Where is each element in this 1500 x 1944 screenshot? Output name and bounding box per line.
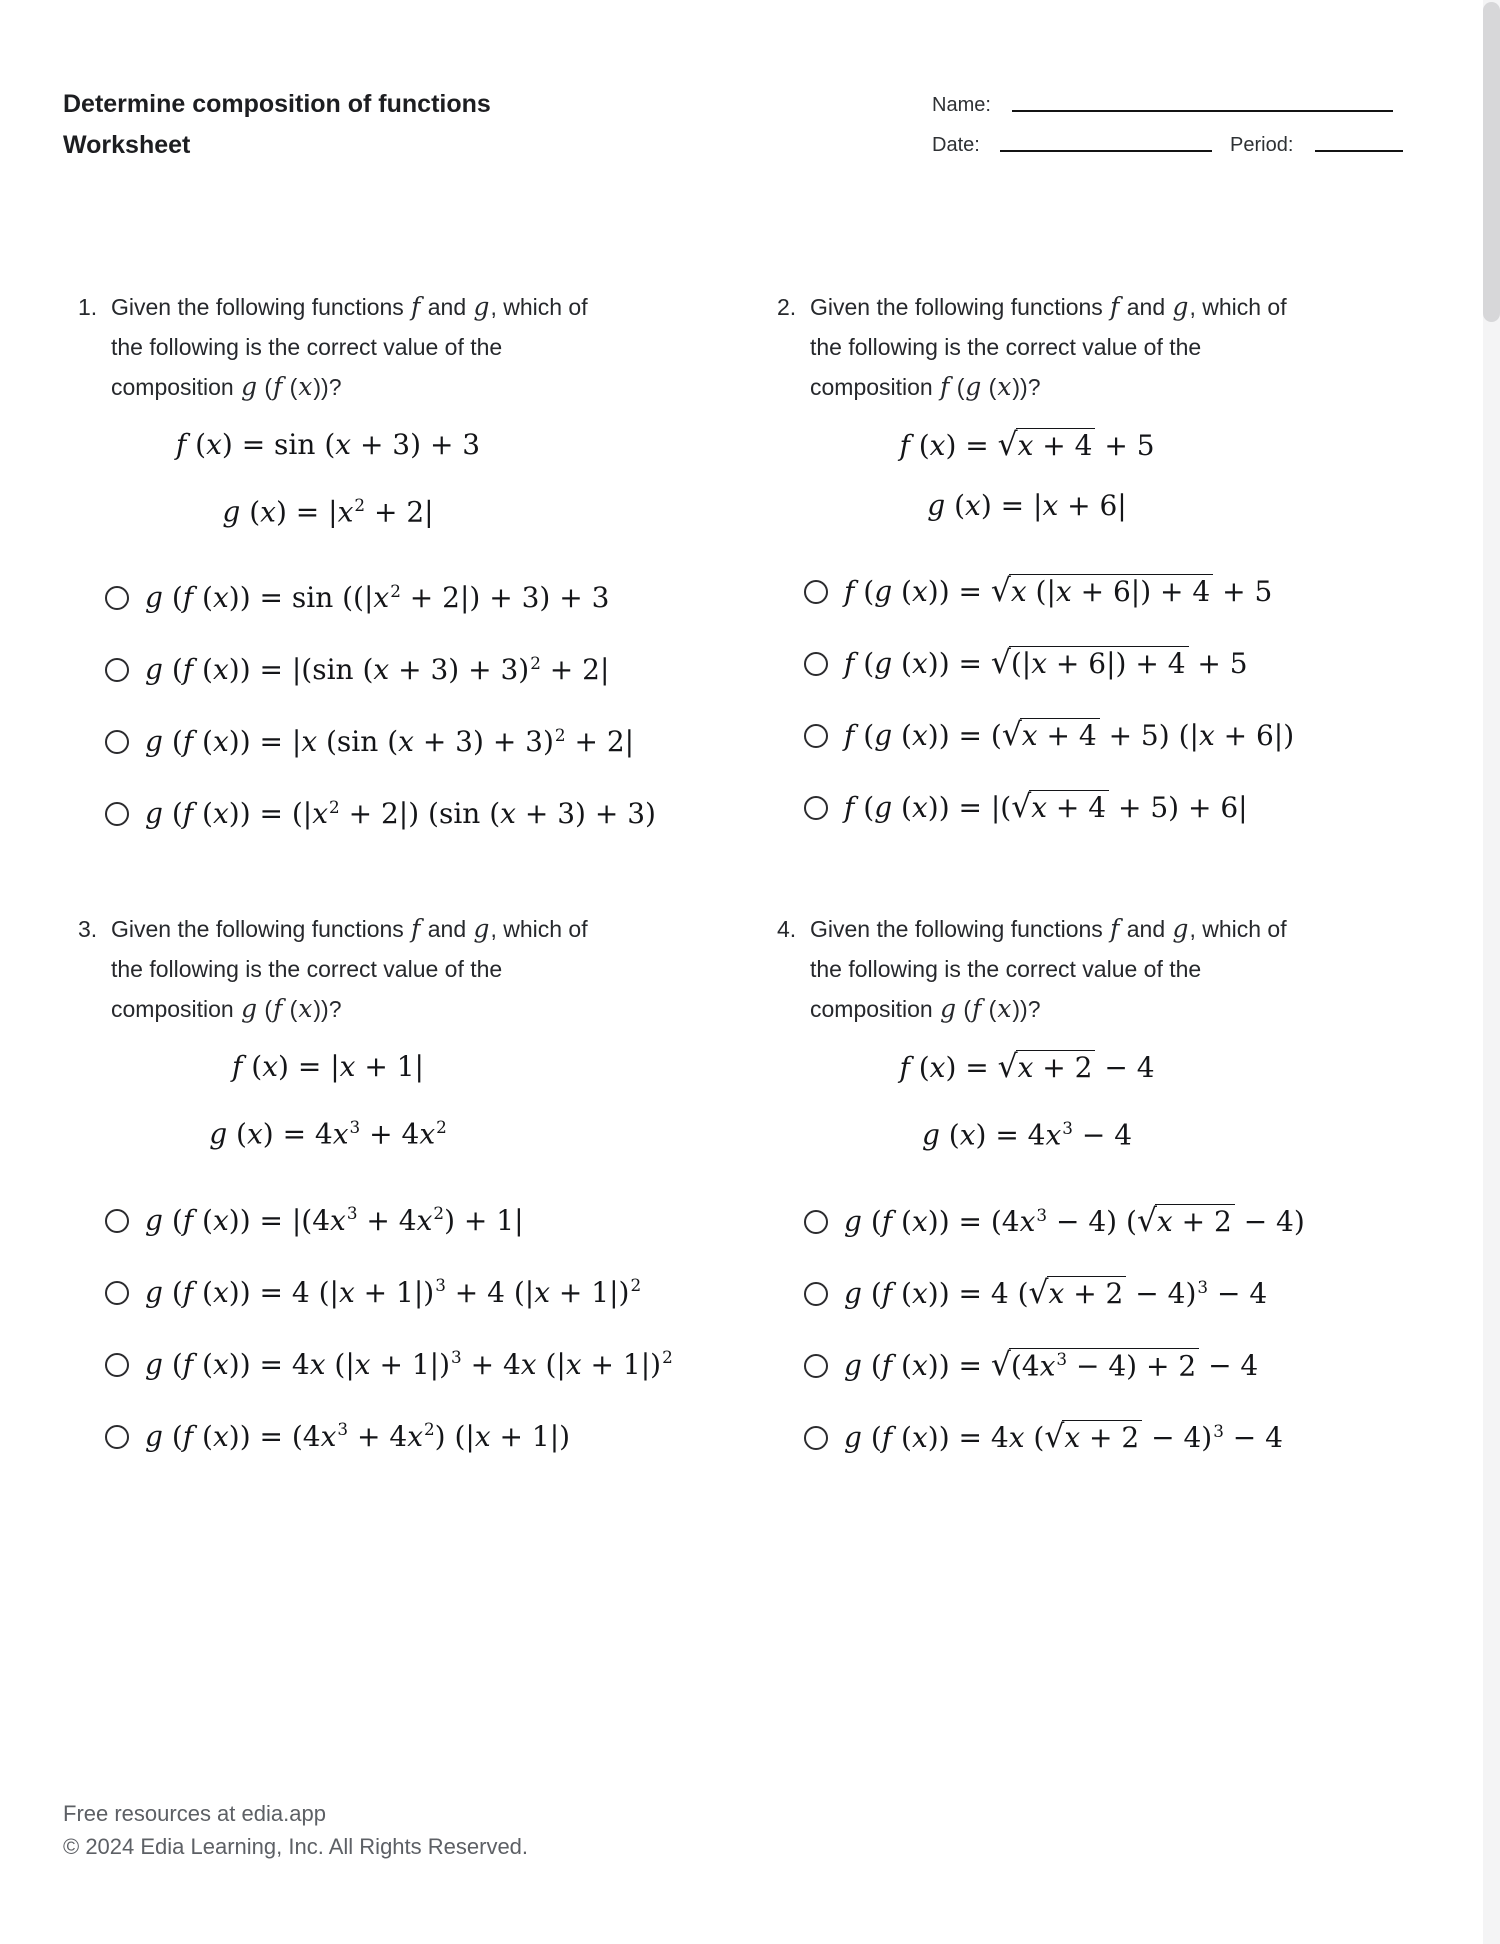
function-f-equation: f (x) = √x + 4 + 5 (899, 427, 1155, 463)
question-2-options (777, 568, 1417, 832)
option-expression: g (f $(x)) = (4x^3 - 4) (√x + 2 - 4)$ (844, 1203, 1305, 1240)
question-3-equations (78, 1047, 578, 1154)
answer-option (804, 712, 1417, 760)
prompt-line: the following is the correct value of the (111, 956, 503, 983)
prompt-line: composition g (f (x))? (111, 994, 342, 1024)
question-1 (78, 287, 718, 862)
footer-resources-text: Free resources at edia.app (63, 1801, 326, 1826)
title-line-2: Worksheet (63, 131, 191, 159)
prompt-line: the following is the correct value of the (810, 956, 1202, 983)
function-f-equation: f (x) = |x + 1| (232, 1050, 424, 1084)
question-3-number: 3. (78, 916, 98, 943)
prompt-line: the following is the correct value of the (111, 334, 503, 360)
date-blank-line (1000, 150, 1212, 152)
prompt-line: composition f (g (x))? (810, 372, 1041, 401)
answer-option (105, 790, 718, 838)
function-g-equation: g (x) = |x + 6| (927, 489, 1127, 522)
question-4-number: 4. (777, 916, 797, 943)
name-blank-line (1012, 110, 1393, 112)
option-expression: g (f (x)) = 4 $(√x + 2 - 4)^3 - 4$ (844, 1275, 1268, 1312)
option-expression: g (f $(x)) = √(4x^3 - 4) + 2 - 4$ (844, 1347, 1259, 1384)
prompt-line: the following is the correct value of the (810, 334, 1202, 360)
radio-button[interactable] (105, 802, 129, 826)
date-label: Date: (932, 134, 980, 156)
answer-option (804, 1270, 1417, 1318)
option-expression: f (g (x)) = (√x + 4 + 5) (|x + 6|) (844, 717, 1295, 754)
scrollbar-track[interactable] (1483, 0, 1500, 1944)
answer-option (804, 1414, 1417, 1462)
function-g-equation: g $(x) = |x^2 + 2|$ (222, 495, 434, 529)
radio-button[interactable] (804, 1426, 828, 1450)
question-2 (777, 287, 1417, 862)
prompt-line: composition g (f (x))? (810, 994, 1041, 1024)
answer-option (804, 568, 1417, 616)
answer-option (105, 1197, 718, 1245)
radio-button[interactable] (804, 1210, 828, 1234)
question-1-prompt (78, 287, 718, 407)
function-g-equation: g $(x) = 4x^3 - 4$ (921, 1118, 1133, 1152)
period-blank-line (1315, 150, 1403, 152)
function-f-equation: f (x) = √x + 2 − 4 (899, 1049, 1155, 1086)
question-4-options (777, 1198, 1417, 1462)
radio-button[interactable] (804, 580, 828, 604)
option-expression: f (g (x)) = √x (|x + 6|) + 4 + 5 (844, 573, 1273, 610)
answer-option (105, 574, 718, 622)
option-expression: g (f (x)) = 4 $(|x + 1|)^3 + 4$ $(|x + 1|)^2$ (145, 1275, 642, 1309)
name-label: Name: (932, 94, 991, 116)
question-1-options (78, 574, 718, 838)
answer-option (804, 640, 1417, 688)
scrollbar-thumb[interactable] (1483, 2, 1500, 322)
radio-button[interactable] (105, 1281, 129, 1305)
question-4-prompt (777, 909, 1417, 1029)
prompt-line: Given the following functions f and g, which of (111, 914, 588, 944)
option-expression: f (g (x)) = √(|x + 6|) + 4 + 5 (844, 645, 1248, 682)
prompt-line: Given the following functions f and g, which of (810, 914, 1287, 944)
radio-button[interactable] (105, 1425, 129, 1449)
option-expression: g (f $(x)) = (|x^2 + 2|)$ (sin (x + 3) + 3) (145, 796, 656, 831)
question-2-equations (777, 425, 1277, 526)
radio-button[interactable] (804, 724, 828, 748)
footer-copyright-text: © 2024 Edia Learning, Inc. All Rights Reserved. (63, 1834, 529, 1859)
answer-option (804, 784, 1417, 832)
page-footer (63, 1797, 528, 1863)
worksheet-title (63, 84, 491, 166)
option-expression: g (f (x)) = |(sin (x + 3) + 3)$^2$ + 2| (145, 652, 610, 687)
answer-option (105, 1269, 718, 1317)
prompt-line: Given the following functions f and g, which of (111, 292, 588, 321)
option-expression: f (g (x)) = |(√x + 4 + 5) + 6| (844, 789, 1248, 826)
question-4-equations (777, 1047, 1277, 1155)
option-expression: g (f $(x)) = |(4x^3 + 4x^2) + 1|$ (145, 1203, 524, 1237)
answer-option (105, 1341, 718, 1389)
answer-option (105, 646, 718, 694)
option-expression: g (f (x)) = 4x $(|x + 1|)^3 + 4x$ $(|x + 1|)^2$ (145, 1347, 673, 1381)
function-g-equation: g $(x) = 4x^3 + 4x^2$ (209, 1117, 447, 1151)
answer-option (105, 718, 718, 766)
radio-button[interactable] (804, 652, 828, 676)
option-expression: g (f $(x)) = (4x^3 + 4x^2) (|x + 1|)$ (145, 1419, 571, 1453)
answer-option (804, 1198, 1417, 1246)
radio-button[interactable] (105, 1353, 129, 1377)
radio-button[interactable] (804, 796, 828, 820)
question-4 (777, 909, 1417, 1485)
question-3-options (78, 1197, 718, 1461)
radio-button[interactable] (105, 730, 129, 754)
option-expression: g (f $(x)) = \sin ((|x^2 + 2|) + 3) + 3$ (145, 580, 610, 615)
answer-option (804, 1342, 1417, 1390)
radio-button[interactable] (804, 1354, 828, 1378)
question-3 (78, 909, 718, 1485)
radio-button[interactable] (804, 1282, 828, 1306)
title-line-1: Determine composition of functions (63, 90, 491, 118)
question-2-number: 2. (777, 294, 797, 320)
question-3-prompt (78, 909, 718, 1029)
option-expression: g (f (x)) = |x (sin (x + 3) + 3)$^2$ + 2| (145, 724, 635, 759)
option-expression: g (f (x)) = 4x $(√x + 2 - 4)^3 - 4$ (844, 1419, 1283, 1456)
period-label: Period: (1230, 134, 1294, 156)
question-1-equations (78, 425, 578, 532)
function-f-equation: f (x) = sin (x + 3) + 3 (175, 428, 481, 461)
question-1-number: 1. (78, 294, 98, 320)
prompt-line: Given the following functions f and g, which of (810, 292, 1287, 321)
answer-option (105, 1413, 718, 1461)
radio-button[interactable] (105, 658, 129, 682)
radio-button[interactable] (105, 1209, 129, 1233)
question-2-prompt (777, 287, 1417, 407)
radio-button[interactable] (105, 586, 129, 610)
questions-grid (78, 287, 1417, 1486)
prompt-line: composition g (f (x))? (111, 372, 342, 401)
